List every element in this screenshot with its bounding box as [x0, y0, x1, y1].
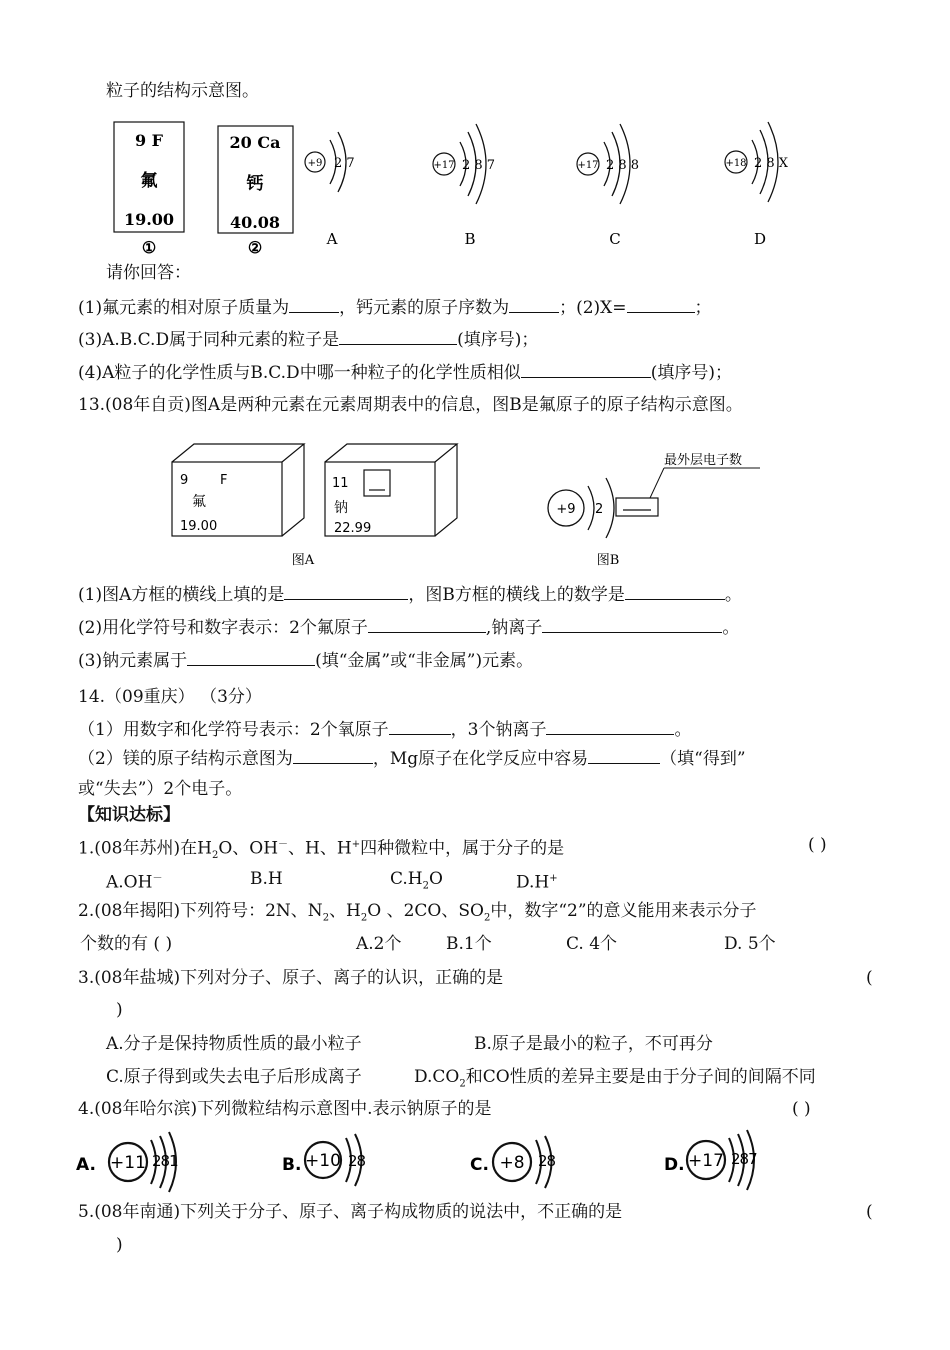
blank-calcium-number[interactable] — [509, 296, 559, 313]
svg-text:28: 28 — [538, 1152, 556, 1170]
card1-label: ① — [141, 238, 157, 257]
q13-line3: (3)钠元素属于 (填“金属”或“非金属”)元素。 — [78, 651, 534, 671]
fig-a-label: 图A — [291, 553, 315, 568]
mc2-line2: 个数的有 ( ) — [80, 934, 173, 954]
blank-x-value[interactable] — [627, 296, 695, 313]
card1-num-sym: 9 F — [134, 131, 164, 150]
mc3-stem: 3.(08年盐城)下列对分子、原子、离子的认识，正确的是 — [78, 968, 504, 988]
mc5-paren-close[interactable]: ) — [116, 1235, 123, 1255]
mc1-option-a[interactable]: A.OH－ — [106, 872, 163, 893]
svg-text:+10: +10 — [305, 1151, 341, 1171]
card2-name: 钙 — [246, 174, 264, 194]
blank-metal-type[interactable] — [187, 649, 315, 666]
svg-text:+8: +8 — [499, 1153, 525, 1173]
card1-mass: 19.00 — [123, 210, 175, 229]
mc4-option-c-diagram[interactable] — [470, 1136, 556, 1188]
figure-q12 — [0, 112, 950, 272]
svg-text:氟: 氟 — [192, 494, 206, 510]
q12-line1: (1)氟元素的相对原子质量为 ，钙元素的原子序数为 ；(2)X= ； — [78, 298, 712, 318]
mc3-paren-open[interactable]: ( — [866, 968, 873, 988]
blank-three-sodium-ion[interactable] — [546, 718, 674, 735]
blank-fluorine-mass[interactable] — [289, 296, 339, 313]
svg-text:2 7: 2 7 — [334, 156, 355, 171]
mc4-stem: 4.(08年哈尔滨)下列微粒结构示意图中.表示钠原子的是 — [78, 1099, 492, 1119]
svg-text:最外层电子数: 最外层电子数 — [664, 453, 743, 468]
svg-text:22.99: 22.99 — [334, 521, 372, 536]
section-heading: 【知识达标】 — [78, 805, 180, 825]
mc4-option-b-diagram[interactable] — [282, 1134, 366, 1186]
svg-text:281: 281 — [152, 1152, 178, 1170]
svg-text:B: B — [464, 230, 476, 248]
svg-text:A.: A. — [76, 1155, 96, 1175]
fig-b-label: 图B — [596, 553, 620, 568]
q13-title: 13.(08年自贡)图A是两种元素在元素周期表中的信息，图B是氟原子的原子结构示意图。 — [78, 395, 743, 415]
mc3-option-b[interactable]: B.原子是最小的粒子，不可再分 — [474, 1034, 713, 1054]
mc2-option-b[interactable]: B.1个 — [446, 934, 492, 954]
svg-text:B.: B. — [282, 1155, 302, 1175]
svg-text:11: 11 — [332, 476, 349, 491]
blank-similar-particle[interactable] — [521, 361, 651, 378]
svg-text:+18: +18 — [725, 158, 747, 169]
svg-text:2: 2 — [595, 502, 604, 517]
mc2-option-c[interactable]: C. 4个 — [566, 934, 618, 954]
q14-title: 14.（09重庆） （3分） — [78, 687, 262, 707]
q12-prompt: 请你回答： — [106, 263, 191, 283]
svg-text:2 8 X: 2 8 X — [754, 156, 789, 171]
mc2-stem: 2.(08年揭阳)下列符号：2N、$N_2$、$H_2O$ 、2CO、$SO_2$中，数字“2”的意义能用来表示分子 — [78, 901, 757, 924]
mc1-option-d[interactable]: D.H+ — [516, 872, 558, 893]
svg-text:D.: D. — [664, 1155, 685, 1175]
svg-text:钠: 钠 — [334, 500, 348, 516]
blank-box-a[interactable] — [284, 583, 408, 600]
blank-mg-diagram[interactable] — [293, 747, 373, 764]
blank-two-fluorine[interactable] — [368, 616, 486, 633]
mc4-answer-paren[interactable]: ( ) — [792, 1099, 811, 1119]
cube-fluorine — [172, 444, 304, 536]
svg-text:+9: +9 — [556, 502, 576, 517]
q13-line1: (1)图A方框的横线上填的是 ，图B方框的横线上的数学是 。 — [78, 585, 742, 605]
mc1-option-c[interactable]: $C.H_2O$ — [390, 869, 443, 892]
blank-box-b[interactable] — [625, 583, 725, 600]
mc3-option-c[interactable]: C.原子得到或失去电子后形成离子 — [106, 1067, 362, 1087]
svg-text:C.: C. — [470, 1155, 489, 1175]
q12-line3: (3)A.B.C.D属于同种元素的粒子是 (填序号)； — [78, 330, 539, 350]
q14-line3: 或“失去”）2个电子。 — [78, 779, 243, 799]
card2-mass: 40.08 — [229, 213, 281, 232]
mc1-answer-paren[interactable]: ( ) — [808, 835, 827, 855]
blank-gain-lose[interactable] — [588, 747, 660, 764]
blank-two-oxygen[interactable] — [389, 718, 451, 735]
svg-text:+17: +17 — [577, 160, 599, 171]
intro-text: 粒子的结构示意图。 — [106, 81, 259, 101]
q12-line4: (4)A粒子的化学性质与B.C.D中哪一种粒子的化学性质相似 (填序号)； — [78, 363, 732, 383]
svg-text:28: 28 — [348, 1152, 366, 1170]
q14-line1: （1）用数字和化学符号表示：2个氧原子 ，3个钠离子 。 — [78, 720, 692, 740]
atom-diagram-b — [433, 124, 495, 248]
svg-text:F: F — [220, 473, 228, 488]
svg-text:+9: +9 — [307, 158, 323, 169]
mc1-stem: 1.(08年苏州)在$H_2O$、OH－、H、H+四种微粒中，属于分子的是 — [78, 838, 565, 862]
mc3-paren-close[interactable]: ) — [116, 1000, 123, 1020]
mc5-stem: 5.(08年南通)下列关于分子、原子、离子构成物质的说法中，不正确的是 — [78, 1202, 623, 1222]
card1-name: 氟 — [140, 171, 158, 191]
fluorine-atom-diagram — [548, 452, 760, 538]
q14-line2: （2）镁的原子结构示意图为 ，Mg原子在化学反应中容易 （填“得到” — [78, 749, 746, 769]
figure-q13 — [0, 432, 950, 572]
mc3-option-a[interactable]: A.分子是保持物质性质的最小粒子 — [106, 1034, 362, 1054]
mc5-paren-open[interactable]: ( — [866, 1202, 873, 1222]
svg-text:9: 9 — [180, 473, 189, 488]
figure-mc4 — [0, 1128, 950, 1198]
mc2-option-d[interactable]: D. 5个 — [724, 934, 776, 954]
svg-text:19.00: 19.00 — [180, 519, 218, 534]
svg-text:2 8 7: 2 8 7 — [462, 158, 496, 173]
card2-num-sym: 20 Ca — [229, 133, 281, 152]
atom-diagram-a — [305, 132, 355, 248]
mc4-option-a-diagram[interactable] — [76, 1132, 178, 1192]
blank-sodium-ion[interactable] — [542, 616, 722, 633]
mc4-option-d-diagram[interactable] — [664, 1130, 757, 1190]
svg-text:+17: +17 — [688, 1151, 724, 1171]
svg-text:C: C — [609, 230, 621, 248]
atom-diagram-c — [577, 124, 639, 248]
svg-text:2 8 8: 2 8 8 — [606, 158, 640, 173]
mc3-option-d[interactable]: $D.CO_2$和CO性质的差异主要是由于分子间的间隔不同 — [414, 1067, 816, 1090]
blank-same-element[interactable] — [339, 328, 457, 345]
svg-text:A: A — [326, 230, 338, 248]
svg-text:D: D — [753, 230, 767, 248]
cube-sodium — [325, 444, 457, 536]
q13-line2: (2)用化学符号和数字表示：2个氟原子 ,钠离子 。 — [78, 618, 740, 638]
atom-diagram-d — [725, 122, 789, 248]
card2-label: ② — [247, 238, 263, 257]
svg-text:+11: +11 — [110, 1153, 146, 1173]
mc1-option-b[interactable]: B.H — [250, 869, 283, 889]
svg-text:+17: +17 — [433, 160, 455, 171]
svg-text:287: 287 — [731, 1150, 757, 1168]
mc2-option-a[interactable]: A.2个 — [356, 934, 402, 954]
